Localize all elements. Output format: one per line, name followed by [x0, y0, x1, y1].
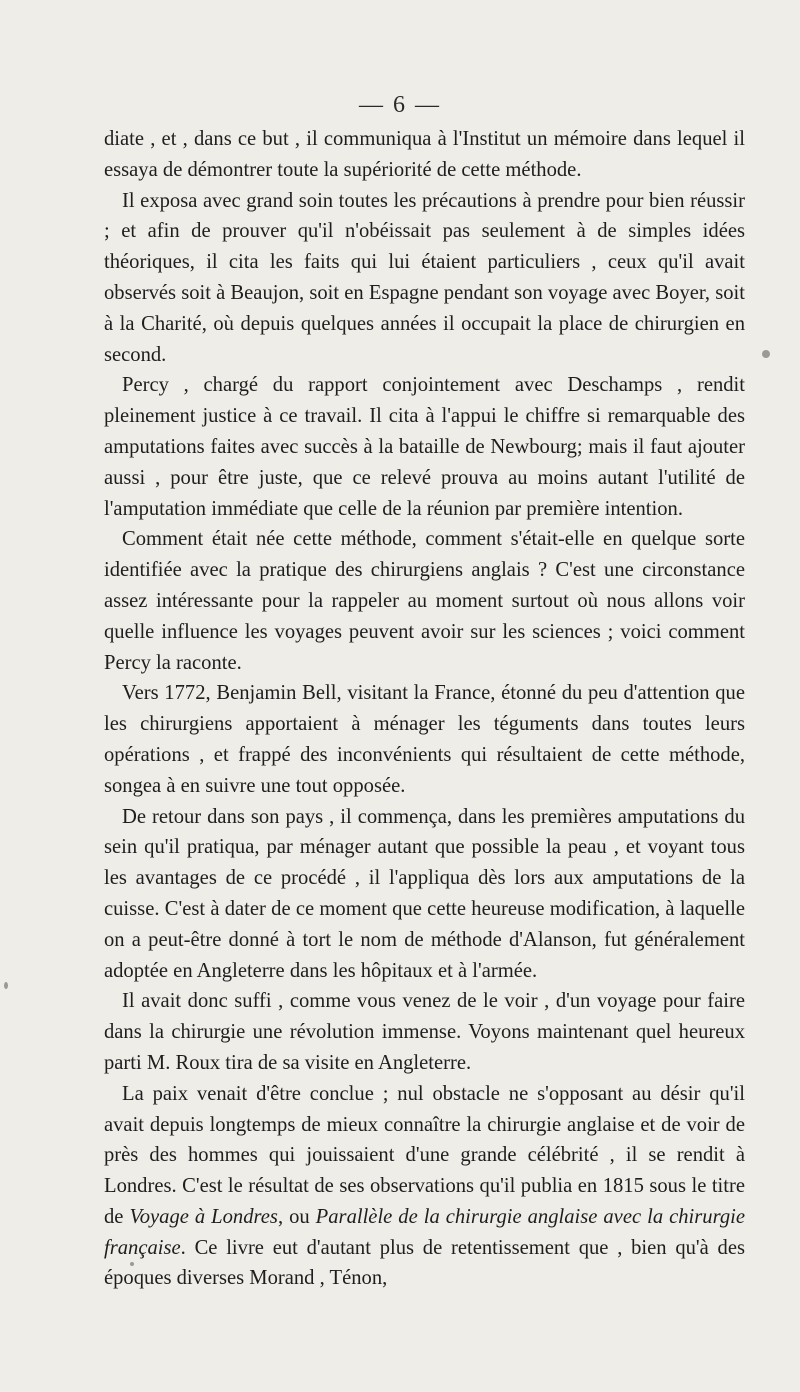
- paper-speck: [762, 350, 770, 358]
- paper-speck: [4, 982, 8, 989]
- paper-speck: [130, 1262, 134, 1266]
- paragraph-1: diate , et , dans ce but , il communiqua à l'Institut un mémoire dans lequel il essaya de démontrer toute la supériorité de cette méthode.: [104, 128, 745, 181]
- paragraph-5: Vers 1772, Benjamin Bell, visitant la France, étonné du peu d'attention que les chirurgiens apportaient à ménager les téguments dans toutes leurs opérations , et frappé des inconvénients qui résultaient de cette méthode, songea à en suivre une tout opposée.: [104, 682, 745, 797]
- body-text: [104, 124, 745, 1294]
- paragraph-8-text-start: La paix venait d'être conclue ; nul obstacle ne s'opposant au désir qu'il avait depuis longtemps de mieux connaître la chirurgie anglaise et de voir de près des hommes qui jouissaient d'une grande célébrité , il se rendit à Londres. C'est le résultat de ses observations qu'il publia en 1815 sous le titre de: [104, 1082, 745, 1228]
- book-title-voyage: Voyage à Londres: [129, 1205, 278, 1228]
- paragraph-4: Comment était née cette méthode, comment s'était-elle en quelque sorte identifiée avec la pratique des chirurgiens anglais ? C'est une circonstance assez intéressante pour la rappeler au moment surtout où nous allons voir quelle influence les voyages peuvent avoir sur les sciences ; voici comment Percy la raconte.: [104, 528, 745, 674]
- paragraph-8-text-middle: , ou: [277, 1205, 316, 1228]
- book-title-parallele: Parallèle de la chirurgie anglaise avec la chirurgie française: [104, 1205, 745, 1259]
- paragraph-2: Il exposa avec grand soin toutes les précautions à prendre pour bien réussir ; et afin de prouver qu'il n'obéissait pas seulement à de simples idées théoriques, il cita les faits qui lui étaient particuliers , ceux qu'il avait observés soit à Beaujon, soit en Espagne pendant son voyage avec Boyer, soit à la Charité, où depuis quelques années il occupait la place de chirurgien en second.: [104, 189, 745, 366]
- paragraph-3: Percy , chargé du rapport conjointement avec Deschamps , rendit pleinement justice à ce travail. Il cita à l'appui le chiffre si remarquable des amputations faites avec succès à la bataille de Newbourg; mais il faut ajouter aussi , pour être juste, que ce relevé prouva au moins autant l'utilité de l'amputation immédiate que celle de la réunion par première intention.: [104, 374, 745, 520]
- page-number: — 6 —: [359, 92, 441, 118]
- paragraph-8-text-end: . Ce livre eut d'autant plus de retentissement que , bien qu'à des époques diverses Morand , Ténon,: [104, 1236, 745, 1290]
- paragraph-6: De retour dans son pays , il commença, dans les premières amputations du sein qu'il pratiqua, par ménager autant que possible la peau , et voyant tous les avantages de ce procédé , il l'appliqua dès lors aux amputations de la cuisse. C'est à dater de ce moment que cette heureuse modification, à laquelle on a peut-être donné à tort le nom de méthode d'Alanson, fut généralement adoptée en Angleterre dans les hôpitaux et à l'armée.: [104, 805, 745, 982]
- paragraph-7: Il avait donc suffi , comme vous venez de le voir , d'un voyage pour faire dans la chirurgie une révolution immense. Voyons maintenant quel heureux parti M. Roux tira de sa visite en Angleterre.: [104, 990, 745, 1074]
- paragraph-8: [104, 1079, 745, 1295]
